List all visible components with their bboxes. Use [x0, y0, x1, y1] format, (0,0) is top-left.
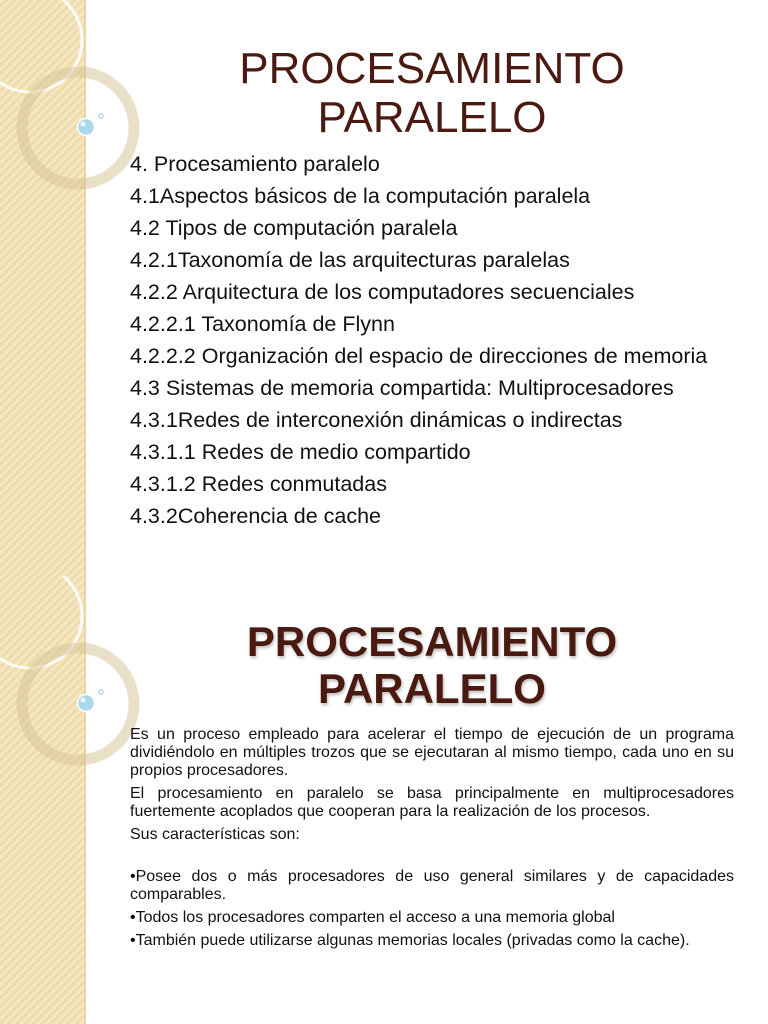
bullet-item: •Todos los procesadores comparten el acceso a una memoria global	[130, 909, 615, 926]
list-item: 4.2.2.1 Taxonomía de Flynn	[130, 312, 395, 336]
bubble-icon	[78, 119, 95, 136]
slide-2	[0, 576, 768, 1024]
list-item: 4.3.1.2 Redes conmutadas	[130, 472, 387, 496]
page-title	[130, 44, 734, 143]
title-line-1: PROCESAMIENTO	[239, 44, 625, 93]
section-title	[130, 618, 734, 712]
paragraph-basis: El procesamiento en paralelo se basa principalmente en multiprocesadores fuertemente acoplados que cooperan para la realización de los procesos.	[130, 785, 734, 820]
list-item: 4.2.2.2 Organización del espacio de direcciones de memoria	[130, 344, 708, 368]
title-line-2: PARALELO	[317, 93, 547, 143]
decorative-rings-icon	[0, 0, 140, 240]
list-item: 4.3.2Coherencia de cache	[130, 504, 382, 528]
bullet-item: •Posee dos o más procesadores de uso general similares y de capacidades comparables.	[130, 868, 734, 903]
title-line-1: PROCESAMIENTO	[246, 618, 618, 665]
list-item: 4.3.1Redes de interconexión dinámicas o indirectas	[130, 408, 623, 432]
list-item: 4.2 Tipos de computación paralela	[130, 216, 458, 240]
list-item: 4.2.2 Arquitectura de los computadores secuenciales	[130, 280, 635, 304]
list-item: 4.2.1Taxonomía de las arquitecturas paralelas	[130, 248, 570, 272]
body-text	[130, 726, 734, 955]
decorative-rings-icon	[0, 576, 140, 816]
list-item: 4.1Aspectos básicos de la computación paralela	[130, 184, 591, 208]
list-item: 4.3.1.1 Redes de medio compartido	[130, 440, 471, 464]
table-of-contents	[130, 152, 734, 536]
list-item: 4. Procesamiento paralelo	[130, 152, 380, 176]
bullet-item: •También puede utilizarse algunas memorias locales (privadas como la cache).	[130, 932, 690, 949]
paragraph-characteristics-intro: Sus características son:	[130, 826, 300, 843]
bubble-icon	[78, 695, 95, 712]
list-item: 4.3 Sistemas de memoria compartida: Multiprocesadores	[130, 376, 674, 400]
paragraph-definition: Es un proceso empleado para acelerar el tiempo de ejecución de un programa dividiéndolo en múltiples trozos que se ejecutaran al mismo tiempo, cada uno en su propios procesadores.	[130, 726, 734, 779]
title-line-2: PARALELO	[318, 665, 546, 713]
